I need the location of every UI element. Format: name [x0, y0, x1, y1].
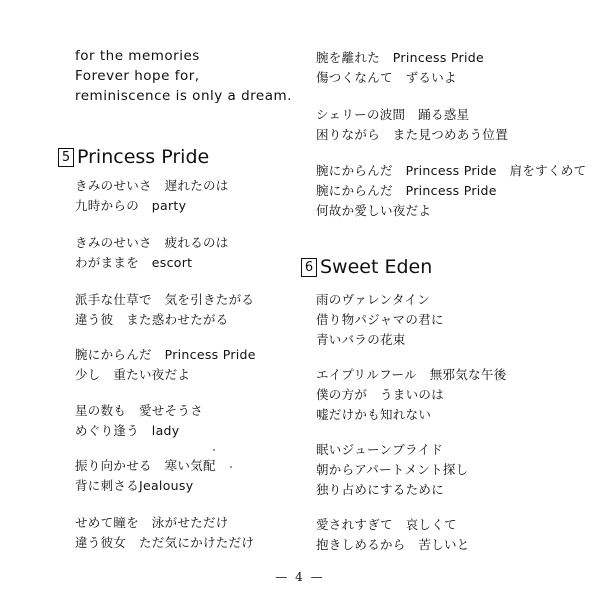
lyric-line: 腕にからんだ Princess Pride: [75, 347, 256, 362]
intro-line-1: for the memories: [75, 48, 200, 64]
lyric-line: 眠いジューンブライド: [316, 442, 444, 457]
print-speck: [213, 449, 215, 451]
lyric-line: 抱きしめるから 苦しいと: [316, 537, 470, 552]
print-speck: [230, 466, 232, 468]
lyric-line: 借り物パジャマの君に: [316, 312, 444, 327]
lyric-line: エイプリルフール 無邪気な午後: [316, 367, 507, 382]
lyric-line: 困りながら また見つめあう位置: [316, 127, 509, 142]
section-title: Princess Pride: [77, 146, 210, 168]
lyric-line: 腕にからんだ Princess Pride 肩をすくめて: [316, 163, 587, 178]
lyric-line: 僕の方が うまいのは: [316, 387, 445, 402]
lyric-line: きみのせいさ 遅れたのは: [75, 178, 229, 193]
lyric-line: 九時からの party: [75, 198, 187, 213]
track-number-box: 6: [301, 258, 317, 277]
lyric-line: 傷つくなんて ずるいよ: [316, 70, 457, 85]
lyric-line: 腕にからんだ Princess Pride: [316, 183, 497, 198]
intro-line-3: reminiscence is only a dream.: [75, 88, 292, 104]
lyric-line: 星の数も 愛せそうさ: [75, 403, 204, 418]
intro-line-2: Forever hope for,: [75, 68, 200, 84]
lyric-line: 派手な仕草で 気を引きたがる: [75, 292, 255, 307]
lyric-line: 違う彼 また惑わせたがる: [75, 312, 229, 327]
lyric-line: 違う彼女 ただ気にかけただけ: [75, 535, 255, 550]
lyric-line: 愛されすぎて 哀しくて: [316, 517, 457, 532]
lyric-line: 背に刺さるJealousy: [75, 478, 194, 493]
lyric-line: きみのせいさ 疲れるのは: [75, 235, 229, 250]
section-heading-princess-pride: [58, 146, 209, 168]
lyric-line: 何故か愛しい夜だよ: [316, 203, 432, 218]
track-number-box: 5: [58, 148, 74, 167]
lyric-line: 雨のヴァレンタイン: [316, 292, 431, 307]
lyric-line: 独り占めにするために: [316, 482, 445, 497]
lyric-line: 腕を離れた Princess Pride: [316, 50, 484, 65]
lyric-line: 少し 重たい夜だよ: [75, 367, 191, 382]
lyric-line: シェリーの波間 踊る惑星: [316, 107, 470, 122]
lyric-line: めぐり逢う lady: [75, 423, 180, 438]
lyric-line: 振り向かせる 寒い気配: [75, 458, 216, 473]
lyric-line: 嘘だけかも知れない: [316, 407, 432, 422]
lyric-line: 朝からアパートメント探し: [316, 462, 469, 477]
page-number: — 4 —: [275, 570, 325, 584]
section-heading-sweet-eden: [301, 256, 432, 278]
lyric-line: 青いバラの花束: [316, 332, 406, 347]
lyric-line: わがままを escort: [75, 255, 193, 270]
section-title: Sweet Eden: [320, 256, 433, 278]
lyric-line: せめて瞳を 泳がせただけ: [75, 515, 229, 530]
